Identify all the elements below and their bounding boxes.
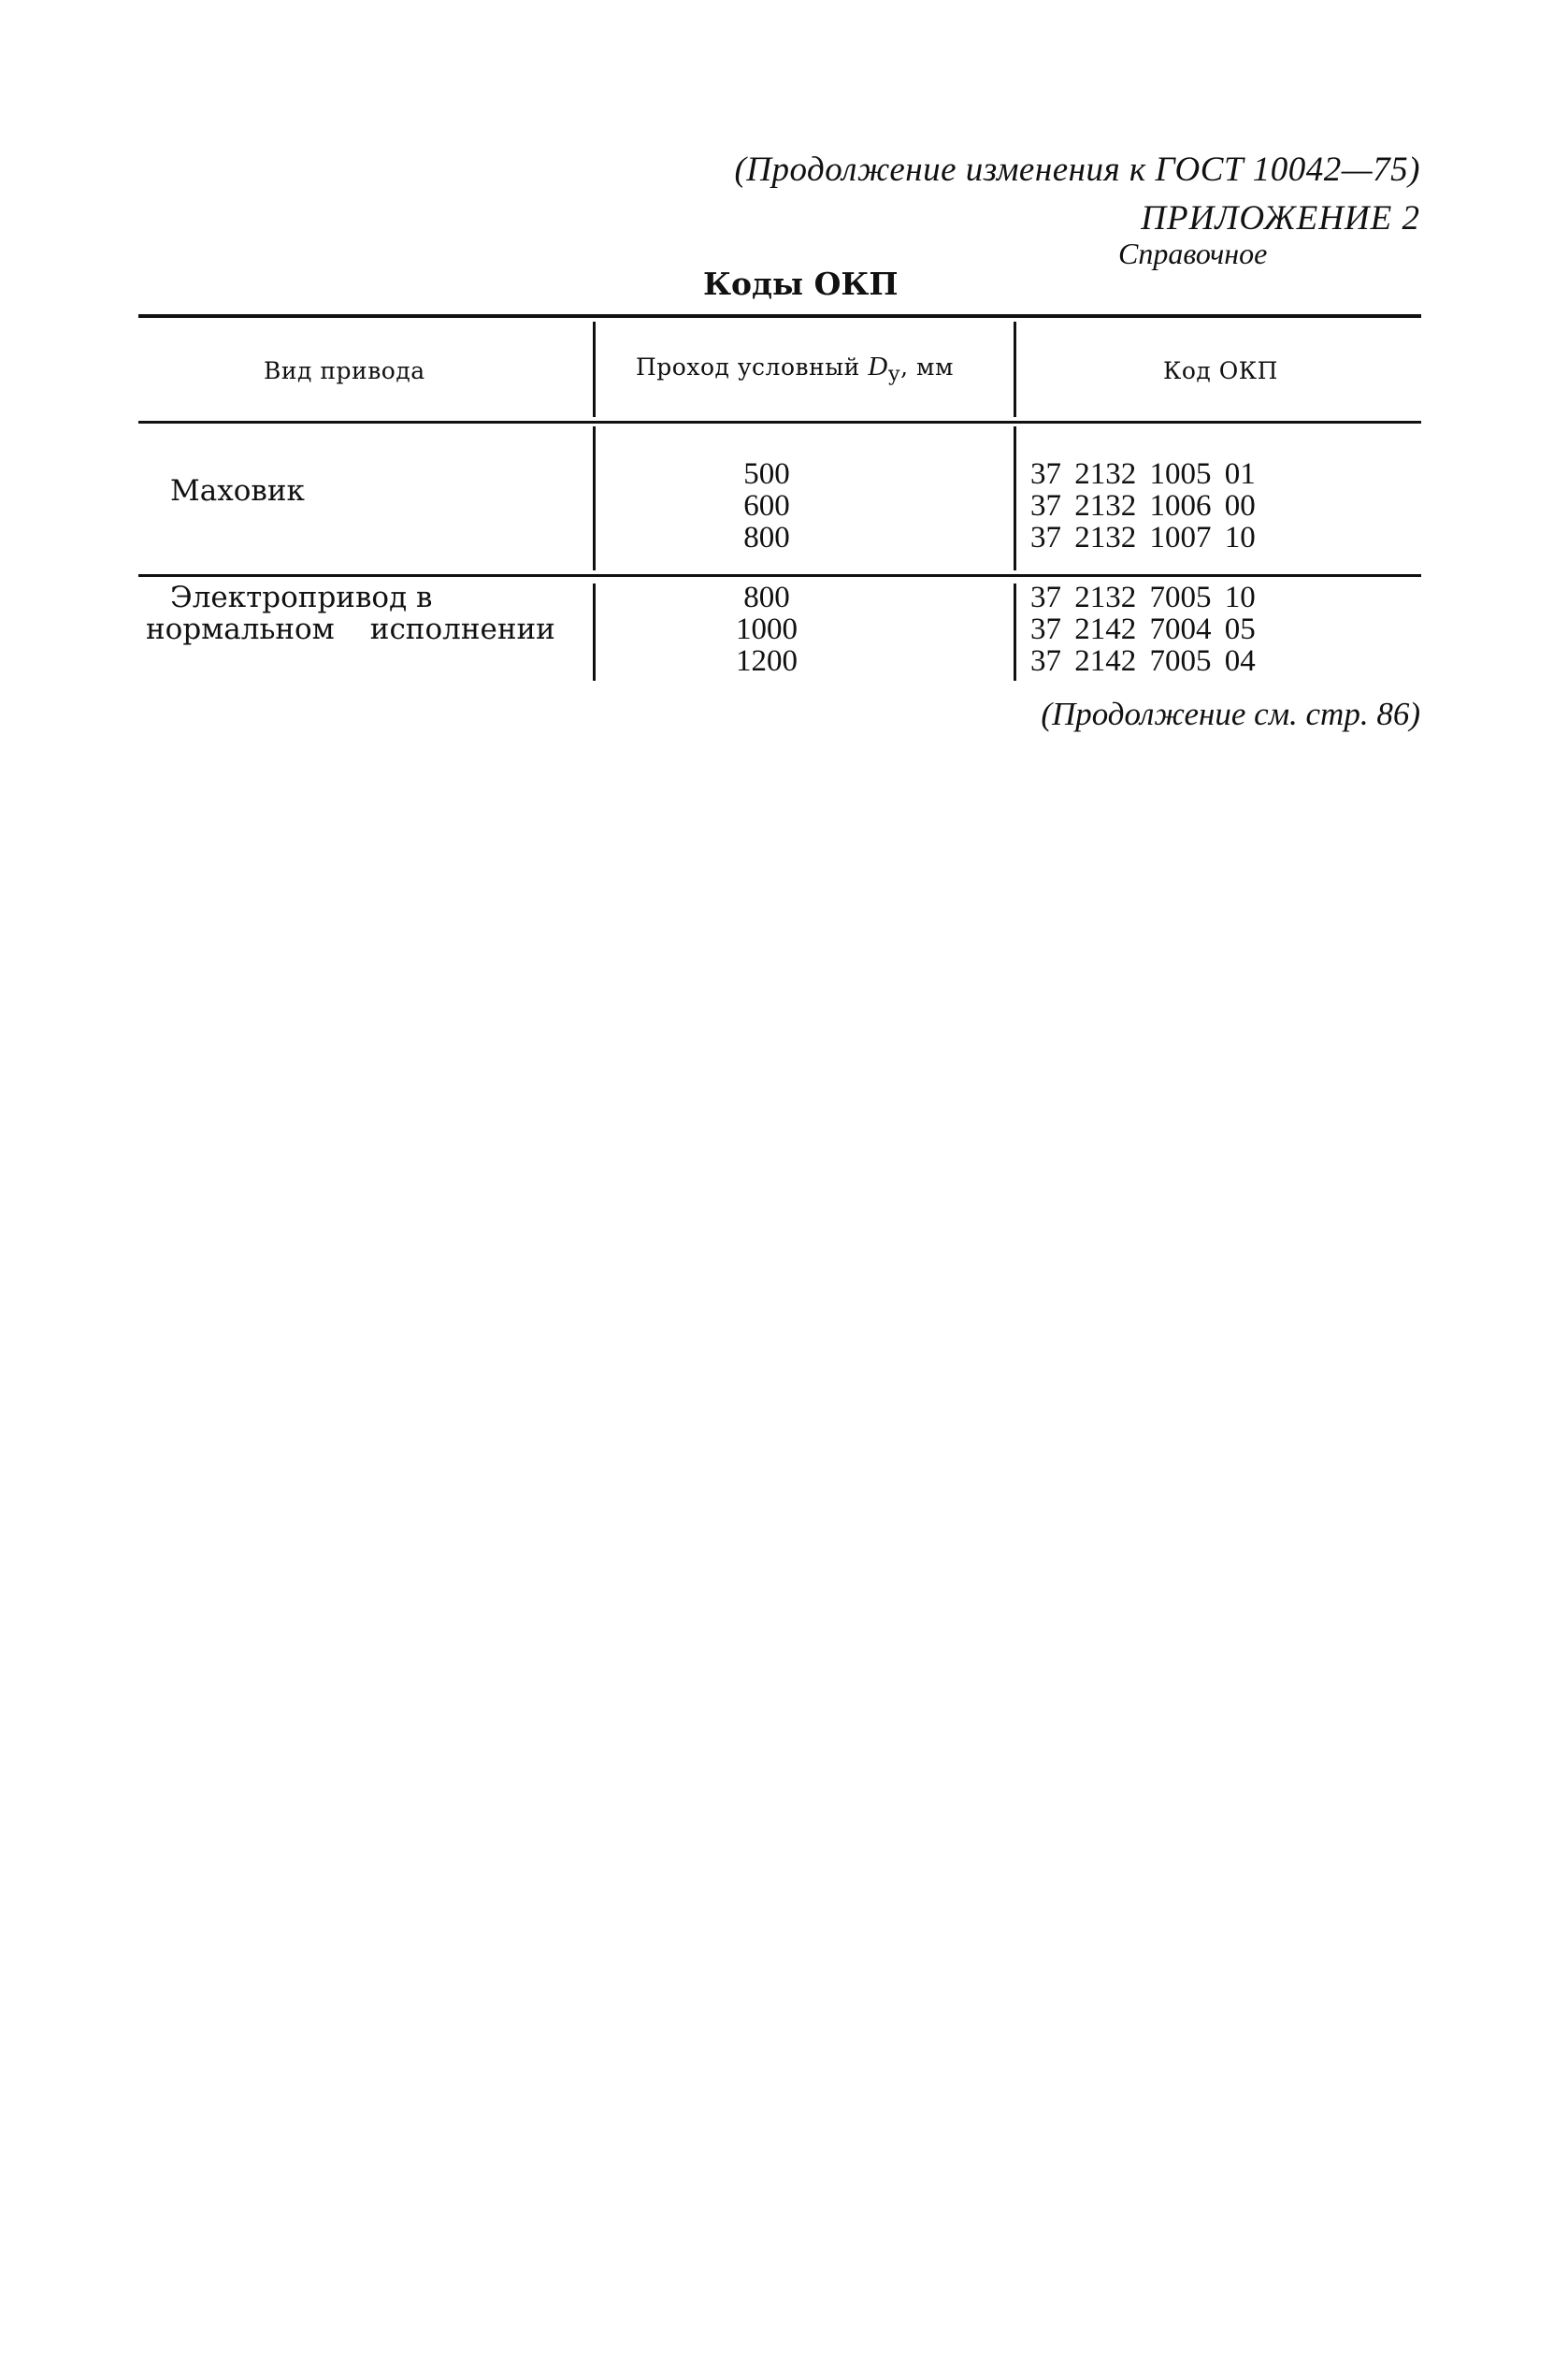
nominal-bore-subscript: у xyxy=(887,363,901,386)
bore-values-electric xyxy=(655,582,879,677)
column-divider xyxy=(1014,426,1016,570)
nominal-bore-label: Проход условный xyxy=(636,353,869,381)
okp-code: 37 2132 7005 10 xyxy=(1030,581,1256,614)
okp-code: 37 2132 1007 10 xyxy=(1030,521,1256,555)
bore-value: 600 xyxy=(743,489,790,523)
okp-code: 37 2142 7005 04 xyxy=(1030,644,1256,678)
okp-code: 37 2142 7004 05 xyxy=(1030,612,1256,646)
column-divider xyxy=(593,426,596,570)
drive-type-flywheel: Маховик xyxy=(170,474,305,508)
table-title: Коды ОКП xyxy=(703,266,899,302)
bore-value: 1000 xyxy=(736,612,798,646)
drive-type-word: нормальном xyxy=(146,612,335,646)
okp-codes-electric xyxy=(1030,582,1256,677)
bore-value: 500 xyxy=(743,457,790,491)
column-divider xyxy=(593,322,596,417)
column-divider xyxy=(593,584,596,681)
continuation-header: (Продолжение изменения к ГОСТ 10042—75) xyxy=(734,151,1420,189)
okp-code: 37 2132 1005 01 xyxy=(1030,457,1256,491)
nominal-bore-symbol: D xyxy=(868,352,888,382)
okp-codes-flywheel xyxy=(1030,458,1256,554)
appendix-subtitle: Справочное xyxy=(1118,237,1268,270)
table-top-rule xyxy=(138,314,1421,318)
drive-type-line: Электропривод в xyxy=(170,581,433,614)
appendix-title: ПРИЛОЖЕНИЕ 2 xyxy=(1141,199,1420,238)
column-header-drive-type: Вид привода xyxy=(264,357,425,384)
okp-code: 37 2132 1006 00 xyxy=(1030,489,1256,523)
table-group-divider xyxy=(138,574,1421,577)
footer-continuation: (Продолжение см. стр. 86) xyxy=(1041,696,1420,732)
nominal-bore-unit: , мм xyxy=(900,353,954,381)
bore-value: 800 xyxy=(743,521,790,555)
column-header-okp-code: Код ОКП xyxy=(1163,357,1278,384)
drive-type-word: исполнении xyxy=(369,612,555,646)
bore-value: 800 xyxy=(743,581,790,614)
bore-value: 1200 xyxy=(736,644,798,678)
table-header-rule xyxy=(138,421,1421,424)
column-divider xyxy=(1014,322,1016,417)
column-header-nominal-bore xyxy=(636,352,954,386)
drive-type-electric xyxy=(146,581,555,646)
drive-type-line xyxy=(146,613,555,645)
bore-values-flywheel xyxy=(655,458,879,554)
column-divider xyxy=(1014,584,1016,681)
